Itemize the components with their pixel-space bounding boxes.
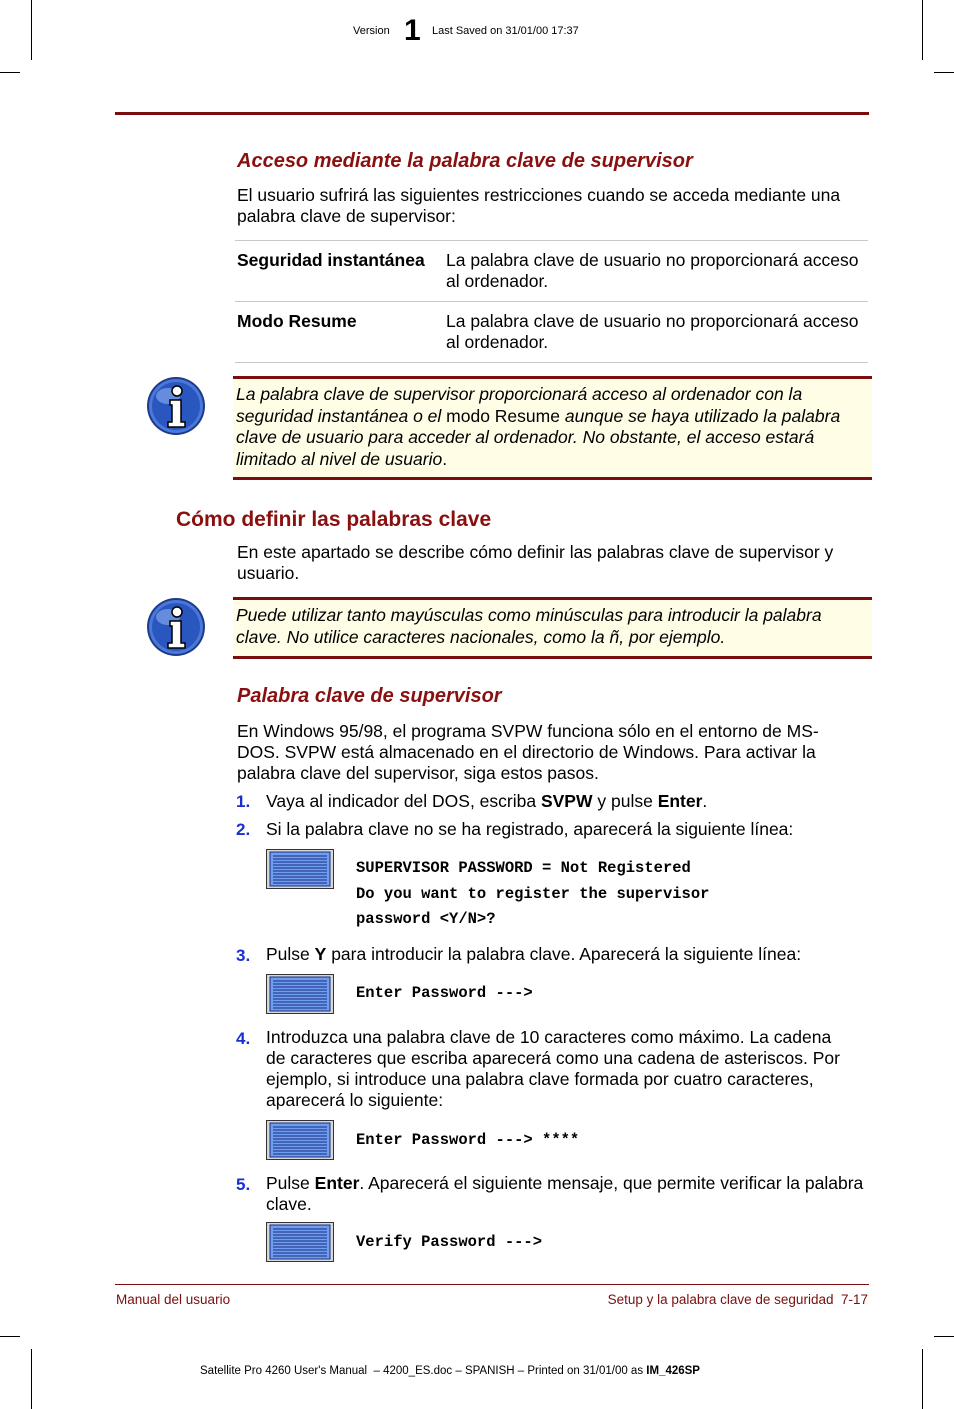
table-term: Seguridad instantánea (237, 250, 425, 270)
version-number: 1 (404, 14, 421, 47)
section-title: Cómo definir las palabras clave (176, 508, 492, 531)
code-block: SUPERVISOR PASSWORD = Not Registered Do you want to register the supervisor password <Y/N>? (356, 859, 710, 928)
crop-mark (934, 1336, 954, 1337)
step-text-part: . Aparecerá el siguiente mensaje, que permite verificar la palabra clave. (266, 1173, 864, 1214)
last-saved: Last Saved on 31/01/00 17:37 (432, 25, 579, 37)
section-title: Acceso mediante la palabra clave de supervisor (237, 150, 693, 172)
note-text-resume: modo Resume (446, 405, 560, 426)
crop-mark (922, 1349, 923, 1409)
step-number: 2. (236, 820, 251, 839)
step-keyword: Enter (657, 791, 703, 811)
table-row (235, 241, 868, 302)
crop-mark (31, 1349, 32, 1409)
print-code: IM_426SP (646, 1365, 700, 1377)
print-text: Satellite Pro 4260 User's Manual – 4200_ES.doc – SPANISH – Printed on 31/01/00 as (200, 1365, 647, 1377)
info-icon (146, 597, 206, 657)
header-rule (115, 112, 869, 115)
table-term: Modo Resume (237, 311, 357, 331)
table-desc: La palabra clave de usuario no proporcionará acceso al ordenador. (446, 311, 859, 352)
code-block: Enter Password ---> (356, 984, 533, 1002)
step-number: 5. (236, 1175, 251, 1194)
step-text (266, 944, 866, 965)
step-text: Si la palabra clave no se ha registrado, aparecerá la siguiente línea: (266, 819, 794, 839)
note-text: La palabra clave de supervisor proporcionará acceso al ordenador con la seguridad instantánea o el (236, 384, 803, 426)
note-box: Puede utilizar tanto mayúsculas como minúsculas para introducir la palabra clave. No utilice caracteres nacionales, como la ñ, por ejemplo. (233, 597, 872, 659)
section-intro: En este apartado se describe cómo definir las palabras clave de supervisor y usuario. (237, 542, 834, 583)
version-label: Version (353, 25, 390, 37)
note-box (233, 376, 872, 480)
section-intro: En Windows 95/98, el programa SVPW funciona sólo en el entorno de MS-DOS. SVPW está almacenado en el directorio de Windows. Para activar la palabra clave del supervisor, siga estos pasos. (237, 721, 819, 783)
section-title: Palabra clave de supervisor (237, 685, 502, 707)
step-text-part: y pulse (592, 791, 658, 811)
crop-mark (922, 0, 923, 60)
step-keyword: Y (314, 944, 327, 964)
step-text (266, 791, 866, 812)
step-number: 1. (236, 792, 251, 811)
note-text: aunque se haya utilizado la palabra clave de usuario para acceder al ordenador. No obstante, el acceso estará limitado al nivel de usuario (236, 405, 841, 469)
table-row (235, 302, 868, 363)
print-line (200, 1365, 700, 1377)
step-text-part: Pulse (266, 1173, 315, 1193)
step-text-part: Pulse (266, 944, 315, 964)
step-keyword: SVPW (540, 791, 593, 811)
step-text (266, 1173, 866, 1215)
table-desc: La palabra clave de usuario no proporcionará acceso al ordenador. (446, 250, 859, 291)
footer-right: Setup y la palabra clave de seguridad 7-17 (607, 1292, 868, 1307)
step-text-part: . (702, 791, 708, 811)
step-text: Introduzca una palabra clave de 10 caracteres como máximo. La cadena de caracteres que escriba aparecerá como una cadena de asteriscos. Por ejemplo, si introduce una palabra clave formada por cuatro caracteres, aparecerá lo siguiente: (266, 1027, 840, 1110)
crop-mark (31, 0, 32, 60)
step-text-part: para introducir la palabra clave. Aparecerá la siguiente línea: (326, 944, 802, 964)
step-text-part: Vaya al indicador del DOS, escriba (266, 791, 541, 811)
restrictions-table (235, 240, 868, 363)
footer-left: Manual del usuario (116, 1292, 231, 1307)
screen-icon (266, 1222, 334, 1262)
crop-mark (0, 72, 20, 73)
step-number: 4. (236, 1029, 251, 1048)
step-number: 3. (236, 946, 251, 965)
section-define (176, 508, 491, 532)
crop-mark (0, 1336, 20, 1337)
note-period: . (442, 448, 448, 469)
section-intro: El usuario sufrirá las siguientes restricciones cuando se acceda mediante una palabra clave de supervisor: (237, 185, 841, 226)
step-keyword: Enter (314, 1173, 360, 1193)
screen-icon (266, 974, 334, 1014)
code-block: Enter Password ---> **** (356, 1131, 580, 1149)
screen-icon (266, 849, 334, 889)
code-block: Verify Password ---> (356, 1233, 543, 1251)
info-icon (146, 376, 206, 436)
screen-icon (266, 1120, 334, 1160)
crop-mark (934, 72, 954, 73)
section-supervisor-password (237, 685, 502, 708)
section-supervisor-access (237, 150, 867, 173)
footer-rule (115, 1284, 869, 1285)
